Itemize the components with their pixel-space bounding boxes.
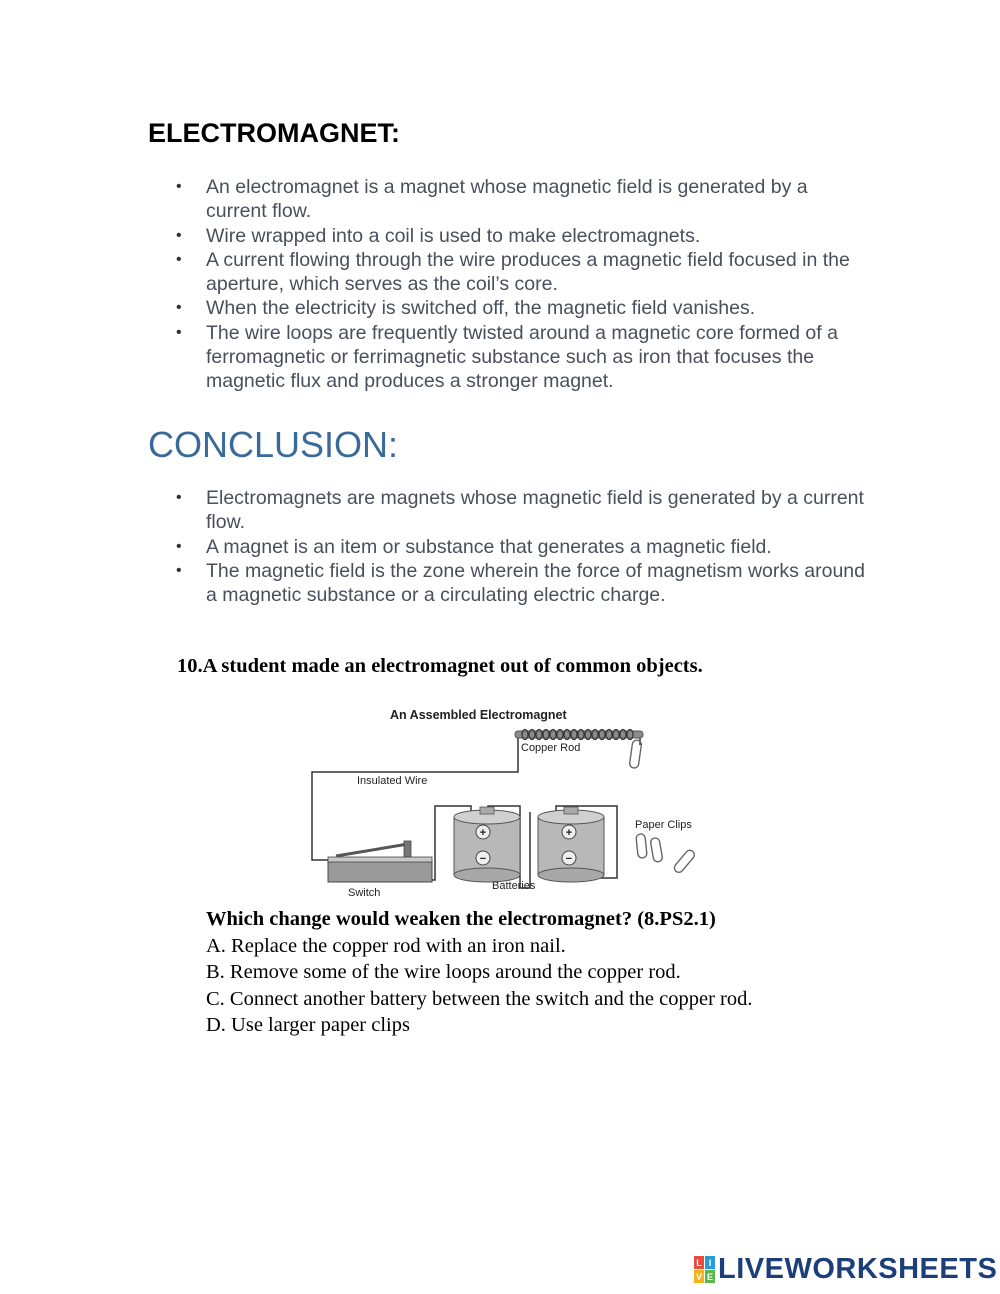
list-item: • Electromagnets are magnets whose magnetic field is generated by a current flow. [148,486,868,535]
answer-option[interactable]: D. Use larger paper clips [206,1014,410,1036]
paper-clips-label: Paper Clips [635,819,692,831]
answer-option[interactable]: C. Connect another battery between the switch and the copper rod. [206,987,753,1010]
minus-sign: − [479,853,487,865]
switch-icon [328,841,432,882]
list-item: • The wire loops are frequently twisted around a magnetic core formed of a ferromagnetic or ferrimagnetic substance such as iron that focuses the magnetic flux and produces a stronger magnet. [148,321,868,394]
list-item: • When the electricity is switched off, the magnetic field vanishes. [148,296,868,320]
svg-text:L: L [696,1257,702,1268]
list-item: • An electromagnet is a magnet whose magnetic field is generated by a current flow. [148,175,868,224]
minus-sign: − [565,853,573,865]
conclusion-list [148,486,868,607]
logo-mark-icon [694,1256,716,1284]
svg-text:E: E [706,1271,714,1282]
paper-clips-icon [636,834,696,875]
question-title: 10.A student made an electromagnet out of common objects. [177,655,703,677]
question-prompt: Which change would weaken the electromagnet? (8.PS2.1) [206,908,716,930]
insulated-wire-label: Insulated Wire [357,775,428,787]
logo-text: LIVEWORKSHEETS [718,1253,998,1285]
svg-text:V: V [695,1271,703,1282]
electromagnet-heading: ELECTROMAGNET: [148,118,400,148]
switch-label: Switch [348,887,381,899]
electromagnet-list [148,175,868,394]
battery-icon [454,807,520,882]
battery-icon [538,807,604,882]
list-item: • The magnetic field is the zone wherein the force of magnetism works around a magnetic substance or a circulating electric charge. [148,559,868,608]
list-item: • Wire wrapped into a coil is used to make electromagnets. [148,224,868,248]
electromagnet-diagram [300,700,730,905]
diagram-title: An Assembled Electromagnet [390,708,567,722]
answer-option[interactable]: A. Replace the copper rod with an iron nail. [206,934,566,957]
plus-sign: + [479,827,487,839]
answer-option[interactable]: B. Remove some of the wire loops around the copper rod. [206,961,681,983]
batteries-label: Batteries [492,880,536,892]
list-item: • A magnet is an item or substance that generates a magnetic field. [148,535,868,559]
list-item: • A current flowing through the wire produces a magnetic field focused in the aperture, which serves as the coil’s core. [148,248,868,297]
copper-rod-label: Copper Rod [521,742,581,754]
plus-sign: + [565,827,573,839]
question-block [206,906,906,1039]
svg-text:I: I [708,1257,712,1268]
liveworksheets-logo[interactable] [694,1253,997,1286]
conclusion-heading: CONCLUSION: [148,424,399,465]
